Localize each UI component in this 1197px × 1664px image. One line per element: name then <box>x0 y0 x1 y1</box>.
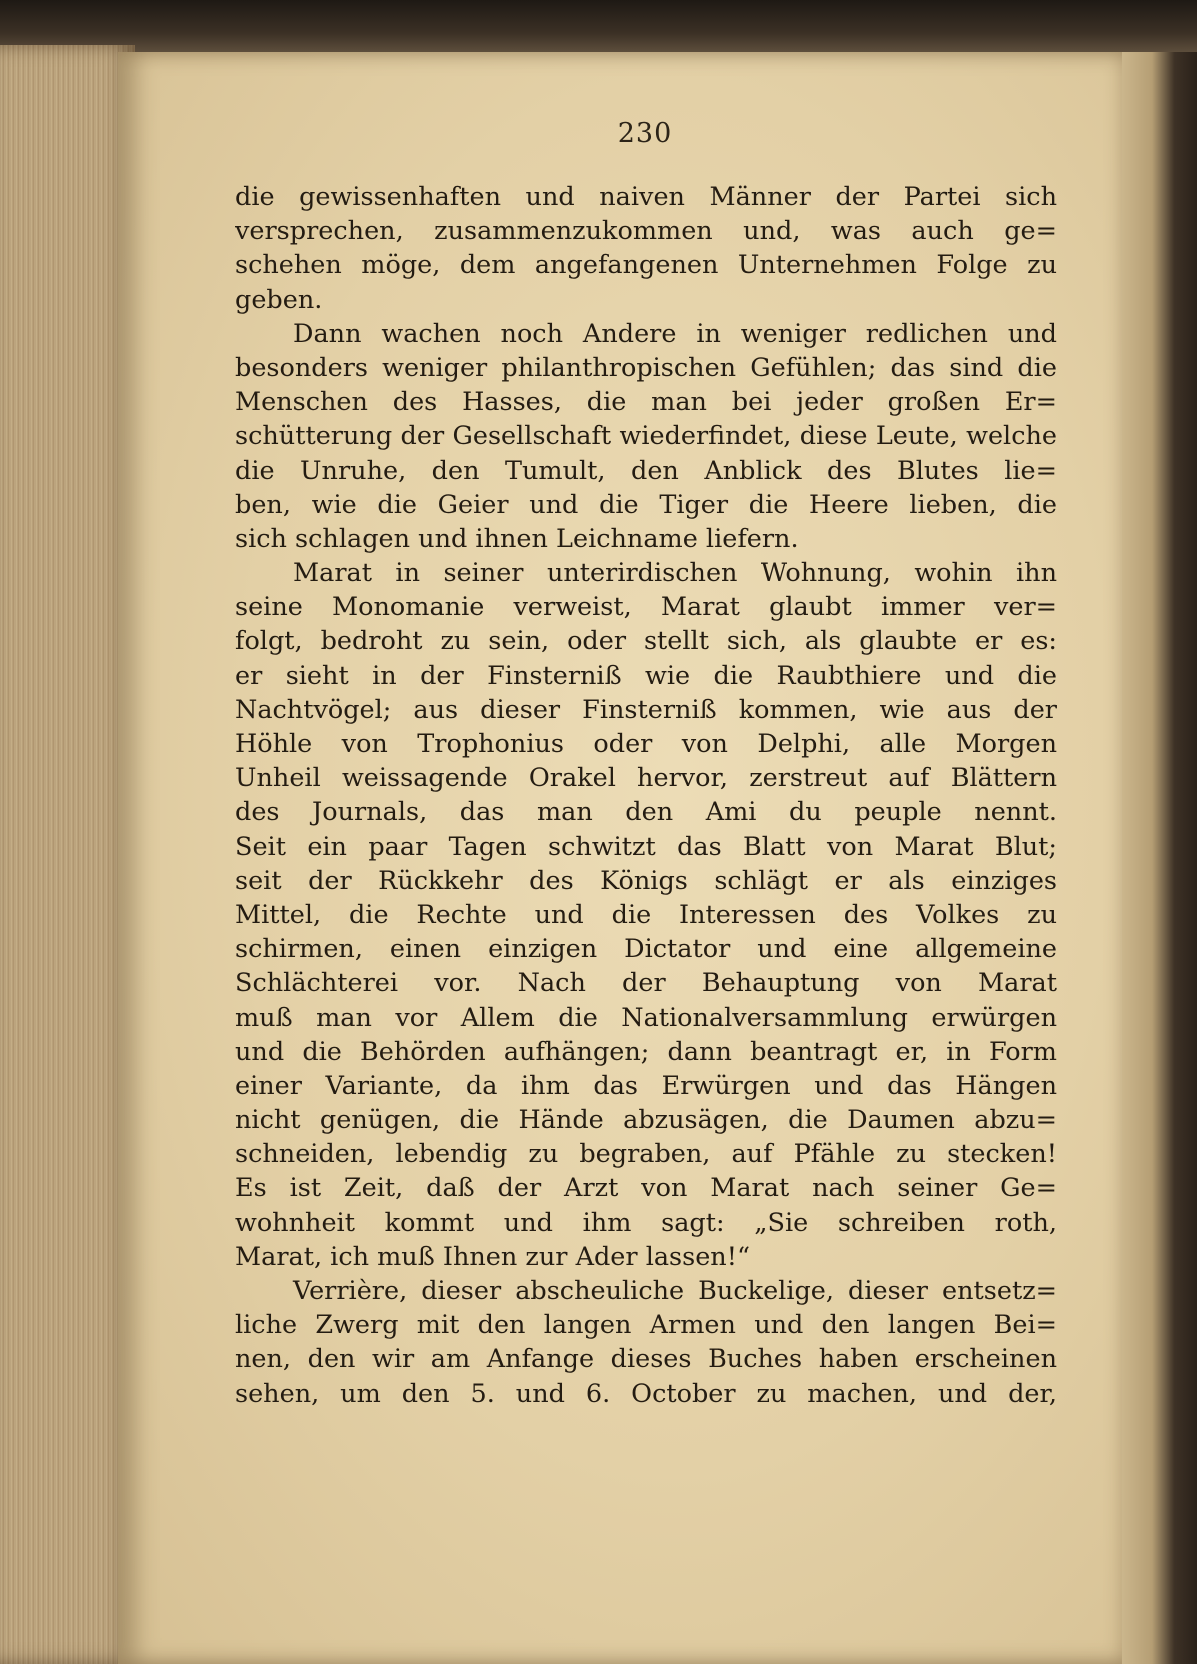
text-line: wohnheit kommt und ihm sagt: „Sie schreiben roth, <box>235 1207 1057 1238</box>
text-line: Nachtvögel; aus dieser Finsterniß kommen, wie aus der <box>235 694 1057 725</box>
text-line: Unheil weissagende Orakel hervor, zerstreut auf Blättern <box>235 763 1057 794</box>
right-page-edge <box>1122 52 1197 1664</box>
text-line: nicht genügen, die Hände abzusägen, die Daumen abzu= <box>235 1105 1057 1136</box>
text-line: sehen, um den 5. und 6. October zu machen, und der, <box>235 1378 1057 1409</box>
text-line: schehen möge, dem angefangenen Unternehmen Folge zu <box>235 250 1057 281</box>
text-line: seit der Rückkehr des Königs schlägt er als einziges <box>235 865 1057 896</box>
text-line: muß man vor Allem die Nationalversammlung erwürgen <box>235 1002 1057 1033</box>
text-line: seine Monomanie verweist, Marat glaubt immer ver= <box>235 592 1057 623</box>
page-number: 230 <box>617 118 673 149</box>
text-line: geben. <box>235 284 323 315</box>
text-line: Marat in seiner unterirdischen Wohnung, wohin ihn <box>293 558 1057 589</box>
text-line: sich schlagen und ihnen Leichname liefern. <box>235 523 799 554</box>
text-line: des Journals, das man den Ami du peuple nennt. <box>235 797 1057 828</box>
text-line: Menschen des Hasses, die man bei jeder großen Er= <box>235 387 1057 418</box>
text-line: Marat, ich muß Ihnen zur Ader lassen!“ <box>235 1241 751 1272</box>
book-top-edge <box>0 0 1197 60</box>
text-line: besonders weniger philanthropischen Gefühlen; das sind die <box>235 352 1057 383</box>
text-line: Dann wachen noch Andere in weniger redlichen und <box>293 318 1057 349</box>
text-line: nen, den wir am Anfange dieses Buches haben erscheinen <box>235 1344 1057 1375</box>
text-line: Höhle von Trophonius oder von Delphi, alle Morgen <box>235 729 1057 759</box>
text-line: Mittel, die Rechte und die Interessen des Volkes zu <box>235 899 1057 930</box>
text-line: schirmen, einen einzigen Dictator und eine allgemeine <box>235 934 1057 965</box>
text-line: Seit ein paar Tagen schwitzt das Blatt von Marat Blut; <box>235 831 1057 862</box>
text-line: und die Behörden aufhängen; dann beantragt er, in Form <box>235 1036 1057 1067</box>
page-body-text <box>235 180 1057 1411</box>
text-line: Verrière, dieser abscheuliche Buckelige, dieser entsetz= <box>293 1276 1057 1306</box>
text-line: er sieht in der Finsterniß wie die Raubthiere und die <box>235 660 1057 691</box>
text-line: die Unruhe, den Tumult, den Anblick des Blutes lie= <box>235 455 1057 486</box>
text-line: schneiden, lebendig zu begraben, auf Pfähle zu stecken! <box>235 1139 1057 1170</box>
left-page-stack <box>0 45 135 1664</box>
text-line: einer Variante, da ihm das Erwürgen und das Hängen <box>235 1070 1057 1101</box>
text-line: Schlächterei vor. Nach der Behauptung von Marat <box>235 968 1057 999</box>
text-line: schütterung der Gesellschaft wiederfindet, diese Leute, welche <box>235 421 1057 452</box>
text-line: versprechen, zusammenzukommen und, was auch ge= <box>235 216 1057 247</box>
text-line: folgt, bedroht zu sein, oder stellt sich, als glaubte er es: <box>235 626 1057 657</box>
text-line: Es ist Zeit, daß der Arzt von Marat nach seiner Ge= <box>235 1173 1057 1204</box>
text-line: die gewissenhaften und naiven Männer der Partei sich <box>235 182 1057 212</box>
text-line: ben, wie die Geier und die Tiger die Heere lieben, die <box>235 489 1057 520</box>
text-line: liche Zwerg mit den langen Armen und den langen Bei= <box>235 1310 1057 1341</box>
